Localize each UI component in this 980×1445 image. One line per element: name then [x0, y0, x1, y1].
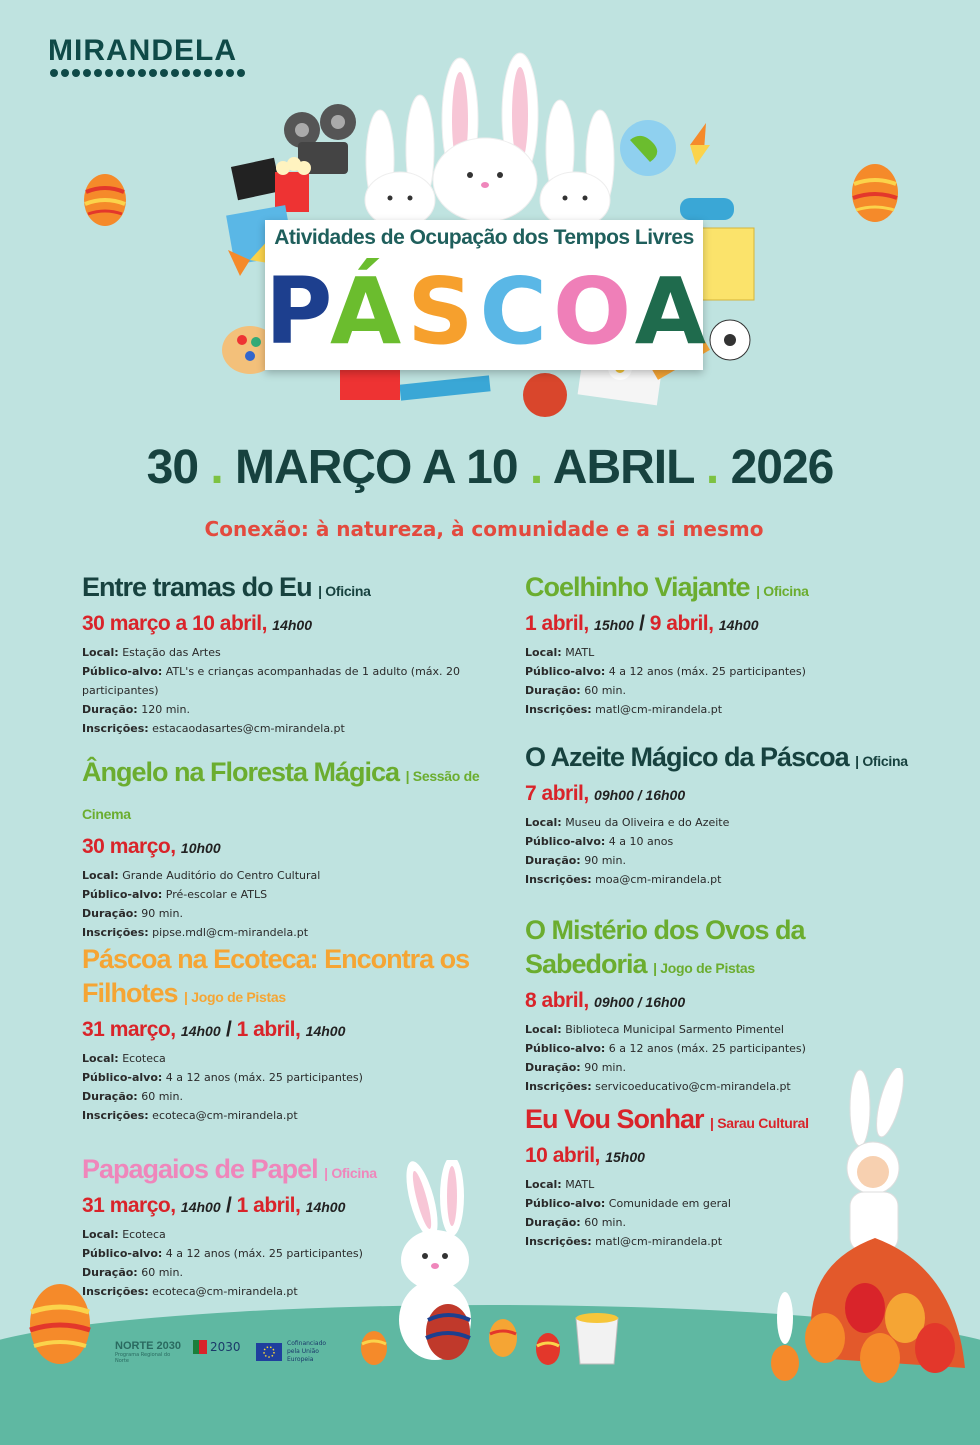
- hero-title-letter: A: [634, 258, 712, 365]
- activity-registration: Inscrições: servicoeducativo@cm-mirandela.pt: [525, 1080, 791, 1093]
- activity-audience: Público-alvo: 4 a 12 anos (máx. 25 participantes): [82, 1071, 363, 1084]
- registration-email[interactable]: estacaodasartes@cm-mirandela.pt: [152, 722, 345, 735]
- hero-title-letter: S: [407, 258, 480, 365]
- date-separator: .: [705, 441, 719, 494]
- activity-schedule: [525, 987, 925, 1016]
- activity-registration: Inscrições: estacaodasartes@cm-mirandela.pt: [82, 722, 345, 735]
- registration-email[interactable]: ecoteca@cm-mirandela.pt: [152, 1285, 298, 1298]
- child-bunny-costume-illustration: [755, 1068, 980, 1386]
- hero-title-letter: Á: [329, 258, 408, 365]
- activity-title: Ângelo na Floresta Mágica: [82, 757, 400, 787]
- activity-schedule: [82, 833, 502, 862]
- hero-title: [265, 258, 712, 365]
- activity-category: | Oficina: [756, 583, 809, 599]
- activity-date: 8 abril,: [525, 989, 589, 1012]
- sponsor-norte-sub: Programa Regional do Norte: [115, 1352, 171, 1364]
- activity-local: Local: MATL: [525, 646, 595, 659]
- activity-schedule: 31 março, 14h00 / 1 abril, 14h00: [82, 1194, 346, 1217]
- hero-subtitle: Atividades de Ocupação dos Tempos Livres: [274, 226, 694, 249]
- activity-duration: Duração: 90 min.: [82, 907, 183, 920]
- activity-local: Local: Grande Auditório do Centro Cultural: [82, 869, 321, 882]
- event-dates: [0, 440, 980, 495]
- registration-email[interactable]: ecoteca@cm-mirandela.pt: [152, 1109, 298, 1122]
- activity-card: [525, 740, 945, 889]
- activity-date: 30 março a 10 abril,: [82, 612, 267, 635]
- easter-egg-icon: [28, 1282, 92, 1366]
- activity-duration: Duração: 120 min.: [82, 703, 190, 716]
- activity-date: 31 março,: [82, 1018, 176, 1041]
- activity-heading: [525, 570, 945, 608]
- activity-category: | Jogo de Pistas: [184, 989, 286, 1005]
- activity-title: Papagaios de Papel: [82, 1154, 318, 1184]
- activity-audience: Público-alvo: 4 a 12 anos (máx. 25 participantes): [525, 665, 806, 678]
- activity-time: 09h00 / 16h00: [594, 787, 686, 803]
- activity-time: 14h00: [180, 1023, 221, 1039]
- activity-duration: Duração: 60 min.: [82, 1266, 183, 1279]
- registration-email[interactable]: matl@cm-mirandela.pt: [595, 1235, 723, 1248]
- bunny-with-egg-illustration: [380, 1160, 500, 1370]
- activity-duration: Duração: 90 min.: [525, 854, 626, 867]
- tagline: Conexão: à natureza, à comunidade e a si mesmo: [204, 517, 764, 541]
- activity-title: Coelhinho Viajante: [525, 572, 750, 602]
- easter-egg-icon: [535, 1332, 561, 1366]
- activity-duration: Duração: 60 min.: [525, 684, 626, 697]
- activity-title: Eu Vou Sonhar: [525, 1104, 704, 1134]
- activity-time: 14h00: [272, 617, 312, 633]
- activity-registration: Inscrições: matl@cm-mirandela.pt: [525, 1235, 723, 1248]
- brand-logo: MIRANDELA: [48, 34, 237, 67]
- eu-flag-icon: [256, 1343, 282, 1361]
- activity-local: Local: Museu da Oliveira e do Azeite: [525, 816, 730, 829]
- registration-email[interactable]: matl@cm-mirandela.pt: [595, 703, 723, 716]
- date-middle: MARÇO A 10: [235, 441, 518, 494]
- activity-local: Local: Biblioteca Municipal Sarmento Pimentel: [525, 1023, 784, 1036]
- activity-date: 10 abril,: [525, 1144, 600, 1167]
- activity-registration: Inscrições: ecoteca@cm-mirandela.pt: [82, 1285, 298, 1298]
- activity-schedule: 1 abril, 15h00 / 9 abril, 14h00: [525, 612, 759, 635]
- activity-card: [525, 570, 945, 719]
- activity-time-2: 14h00: [305, 1023, 346, 1039]
- activity-local: Local: Ecoteca: [82, 1228, 166, 1241]
- portugal-flag-icon: [193, 1340, 207, 1354]
- activity-schedule: [525, 780, 945, 809]
- activity-audience: Público-alvo: 4 a 12 anos (máx. 25 participantes): [82, 1247, 363, 1260]
- activity-card: [82, 942, 492, 1125]
- hero-title-letter: C: [479, 258, 553, 365]
- activity-local: Local: MATL: [525, 1178, 595, 1191]
- activity-audience: Público-alvo: 4 a 10 anos: [525, 835, 674, 848]
- activity-registration: Inscrições: ecoteca@cm-mirandela.pt: [82, 1109, 298, 1122]
- easter-egg-icon: [850, 162, 900, 224]
- activity-registration: Inscrições: moa@cm-mirandela.pt: [525, 873, 722, 886]
- activity-audience: Público-alvo: Pré-escolar e ATLS: [82, 888, 268, 901]
- activity-category: | Oficina: [318, 583, 371, 599]
- activity-time: 14h00: [180, 1199, 221, 1215]
- activity-title: O Mistério dos Ovos da Sabedoria: [525, 915, 805, 979]
- activity-card: [82, 755, 502, 942]
- activity-title: Entre tramas do Eu: [82, 572, 312, 602]
- registration-email[interactable]: servicoeducativo@cm-mirandela.pt: [595, 1080, 791, 1093]
- activity-time-2: 14h00: [305, 1199, 346, 1215]
- activity-audience: Público-alvo: 6 a 12 anos (máx. 25 participantes): [525, 1042, 806, 1055]
- activity-date-2: 9 abril,: [649, 612, 714, 635]
- activity-schedule: 31 março, 14h00 / 1 abril, 14h00: [82, 1018, 346, 1041]
- sponsor-portugal: [193, 1340, 241, 1354]
- date-start-day: 30: [146, 441, 199, 494]
- activity-time: 10h00: [180, 840, 221, 856]
- activity-time: 15h00: [605, 1149, 645, 1165]
- sponsor-eu-label: Cofinanciado pela União Europeia: [287, 1340, 327, 1363]
- activity-duration: Duração: 60 min.: [82, 1090, 183, 1103]
- activity-date-2: 1 abril,: [236, 1018, 301, 1041]
- activity-date: 30 março,: [82, 835, 176, 858]
- activity-date-2: 1 abril,: [236, 1194, 301, 1217]
- activity-card: [82, 570, 502, 738]
- sponsor-norte: [115, 1340, 185, 1364]
- activity-local: Local: Ecoteca: [82, 1052, 166, 1065]
- easter-egg-icon: [82, 172, 128, 228]
- activity-schedule: [82, 610, 502, 639]
- activity-category: | Jogo de Pistas: [653, 960, 755, 976]
- activity-date: 31 março,: [82, 1194, 176, 1217]
- activity-local: Local: Estação das Artes: [82, 646, 221, 659]
- activity-duration: Duração: 60 min.: [525, 1216, 626, 1229]
- activity-title: Páscoa na Ecoteca: Encontra os Filhotes: [82, 944, 470, 1008]
- paint-bucket-icon: [570, 1310, 624, 1366]
- activity-heading: [525, 740, 945, 778]
- hero-title-letter: O: [552, 258, 635, 365]
- activity-time: 09h00 / 16h00: [594, 994, 686, 1010]
- activity-time: 15h00: [594, 617, 634, 633]
- date-year: 2026: [730, 441, 834, 494]
- sponsor-portugal-label: 2030: [210, 1340, 241, 1354]
- registration-email[interactable]: pipse.mdl@cm-mirandela.pt: [152, 926, 309, 939]
- activity-date: 7 abril,: [525, 782, 589, 805]
- activity-time-2: 14h00: [718, 617, 759, 633]
- activity-duration: Duração: 90 min.: [525, 1061, 626, 1074]
- activity-date: 1 abril,: [525, 612, 589, 635]
- date-separator: .: [210, 441, 223, 494]
- activity-registration: Inscrições: matl@cm-mirandela.pt: [525, 703, 723, 716]
- date-end-month: ABRIL: [552, 441, 694, 494]
- activity-category: | Oficina: [324, 1165, 377, 1181]
- activity-heading: [82, 942, 492, 1014]
- activity-audience: Público-alvo: ATL's e crianças acompanhadas de 1 adulto (máx. 20 participantes): [82, 665, 461, 697]
- activity-heading: [82, 570, 502, 608]
- sponsor-eu: [256, 1340, 339, 1364]
- activity-title: O Azeite Mágico da Páscoa: [525, 742, 849, 772]
- activity-heading: [525, 913, 925, 985]
- activity-category: | Sarau Cultural: [710, 1115, 809, 1131]
- activity-heading: [82, 755, 502, 831]
- activity-audience: Público-alvo: Comunidade em geral: [525, 1197, 731, 1210]
- registration-email[interactable]: moa@cm-mirandela.pt: [595, 873, 722, 886]
- date-separator: .: [529, 441, 543, 494]
- hero-title-letter: P: [265, 258, 330, 365]
- activity-category: | Sessão de Cinema: [82, 768, 480, 822]
- activity-category: | Oficina: [855, 753, 908, 769]
- activity-registration: Inscrições: pipse.mdl@cm-mirandela.pt: [82, 926, 309, 939]
- sponsor-norte-label: NORTE 2030: [115, 1340, 182, 1352]
